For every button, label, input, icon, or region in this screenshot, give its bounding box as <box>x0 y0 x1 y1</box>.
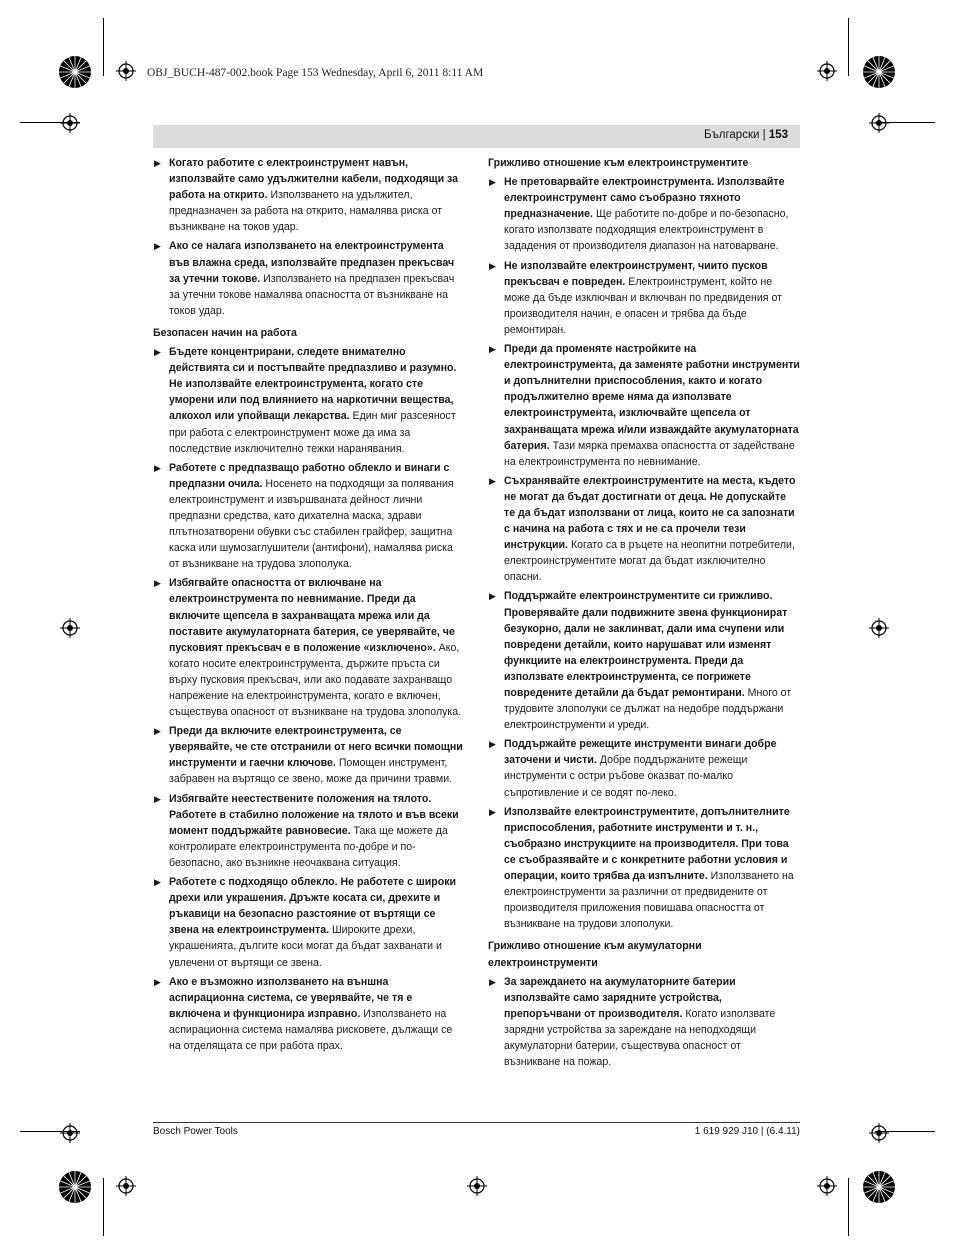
crop-mark <box>848 1178 849 1236</box>
registration-mark-icon <box>60 1123 80 1143</box>
safety-item <box>488 588 800 733</box>
safety-item-bold: Преди да променяте настройките на електроинструмента, да заменяте работни инструменти и допълнителни приспособления, както и когато продължително време няма да използвате електроинструмента, изключвайте щепсела от захранващата мрежа и/или изваждайте акумулаторната батерия. <box>504 343 800 452</box>
crop-mark <box>103 1178 104 1236</box>
bullet-arrow-icon: ▶ <box>489 177 496 188</box>
star-target-icon <box>862 55 896 89</box>
safety-item-text: Използването на аспирационна система намалява рисковете, дължащи се на отделящата се при работа прах. <box>169 1007 453 1052</box>
safety-item-text: Така ще можете да контролирате електроинструмента по-добре и по-безопасно, ако възникне неочаквана ситуация. <box>169 824 448 869</box>
safety-item-bold: Ако се налага използването на електроинструмента във влажна среда, използвайте предпазен прекъсвач за утечни токове. <box>169 240 455 285</box>
registration-mark-icon <box>60 618 80 638</box>
safety-item-text: Използването на удължител, предназначен за работа на открито, намалява риска от възникване на токов удар. <box>169 189 443 234</box>
safety-item-text: Ще работите по-добре и по-безопасно, когато използвате подходящия електроинструмент в зададения от производителя диапазон на натоварване. <box>504 208 789 253</box>
safety-item-text: Широките дрехи, украшенията, дългите коси могат да бъдат захванати и увлечени от въртящи се звена. <box>169 924 442 969</box>
registration-mark-icon <box>869 1123 889 1143</box>
bullet-arrow-icon: ▶ <box>489 475 496 486</box>
bullet-arrow-icon: ▶ <box>154 578 161 589</box>
bullet-arrow-icon: ▶ <box>154 877 161 888</box>
safety-item <box>153 874 465 971</box>
safety-item-bold: Избягвайте опасността от включване на електроинструмента по невнимание. Преди да включите щепсела в захранващата мрежа или да поставите акумулаторната батерия, се уверявайте, че пусковият прекъсвач е в положение «изключено». <box>169 577 455 654</box>
registration-mark-icon <box>817 1176 837 1196</box>
safety-item-bold: Поддържайте електроинструментите си грижливо. Проверявайте дали подвижните звена функционират безукорно, дали не заклинват, дали има счупени или повредени детайли, които нарушават или изменят функциите на електроинструмента. Преди да използвате електроинструмента, се погрижете повредените детайли да бъдат ремонтирани. <box>504 590 788 699</box>
safety-item-bold: Поддържайте режещите инструменти винаги добре заточени и чисти. <box>504 738 777 767</box>
crop-mark <box>848 18 849 76</box>
safety-item <box>153 791 465 871</box>
left-column <box>153 155 465 1057</box>
safety-item-bold: Ако е възможно използването на външна аспирационна система, се уверявайте, че тя е включена и функционира изправно. <box>169 975 413 1020</box>
crop-mark <box>103 18 104 76</box>
safety-item-bold: Не претоварвайте електроинструмента. Използвайте електроинструмент само съобразно тяхното предназначение. <box>504 176 785 221</box>
footer-rule <box>153 1122 800 1123</box>
bullet-arrow-icon: ▶ <box>154 726 161 737</box>
bullet-arrow-icon: ▶ <box>489 260 496 271</box>
safety-item <box>488 473 800 586</box>
page-header <box>153 125 800 148</box>
footer-brand: Bosch Power Tools <box>153 1126 238 1137</box>
registration-mark-icon <box>116 1176 136 1196</box>
bullet-arrow-icon: ▶ <box>489 344 496 355</box>
safety-item <box>153 974 465 1054</box>
star-target-icon <box>58 55 92 89</box>
safety-item <box>488 174 800 254</box>
bullet-arrow-icon: ▶ <box>154 241 161 252</box>
safety-item-text: Използването на предпазен прекъсвач за утечни токове намалява опасността от възникване на токов удар. <box>169 272 455 317</box>
safety-item <box>153 723 465 787</box>
safety-item <box>488 804 800 933</box>
bullet-arrow-icon: ▶ <box>489 591 496 602</box>
safety-item-text: Много от трудовите злополуки се дължат на недобре поддържани електроинструменти и уреди. <box>504 687 792 732</box>
header-language: Български <box>704 129 760 141</box>
page-number: 153 <box>768 129 788 141</box>
section-heading: Грижливо отношение към акумулаторни електроинструменти <box>488 940 702 969</box>
footer-doc-code: 1 619 929 J10 | (6.4.11) <box>694 1126 800 1137</box>
right-items-2 <box>488 974 800 1071</box>
bullet-arrow-icon: ▶ <box>489 806 496 817</box>
registration-mark-icon <box>467 1176 487 1196</box>
bullet-arrow-icon: ▶ <box>154 158 161 168</box>
registration-mark-icon <box>817 61 837 81</box>
bullet-arrow-icon: ▶ <box>154 976 161 987</box>
right-column <box>488 155 800 1073</box>
safety-item-text: Един миг разсеяност при работа с електроинструмент може да има за последствие изключително тежки наранявания. <box>169 410 456 455</box>
safety-item-text: Ако, когато носите електроинструмента, държите пръста си върху пусковия прекъсвач, или ако подавате захранващо напрежение на електроинструмента, когато е включен, съществува опасност от възникване на трудова злополука. <box>169 641 462 719</box>
print-info: OBJ_BUCH-487-002.book Page 153 Wednesday, April 6, 2011 8:11 AM <box>147 67 484 79</box>
safety-item <box>153 238 465 318</box>
safety-item-bold: За зареждането на акумулаторните батерии използвайте само зарядните устройства, препоръчвани от производителя. <box>504 975 736 1020</box>
safety-item-bold: Преди да включите електроинструмента, се уверявайте, че сте отстранили от него всички помощни инструменти и гаечни ключове. <box>169 725 463 770</box>
safety-item-text: Добре поддържаните режещи инструменти с остри ръбове оказват по-малко съпротивление и се водят по-леко. <box>504 754 748 799</box>
registration-mark-icon <box>60 113 80 133</box>
safety-item <box>488 341 800 470</box>
registration-mark-icon <box>869 618 889 638</box>
safety-item-bold: Използвайте електроинструментите, допълнителните приспособления, работните инструменти и т. н., съобразно инструкциите на производителя. При това се съобразявайте и с конкретните работни условия и операции, които трябва да изпълните. <box>504 805 790 883</box>
safety-item <box>488 258 800 338</box>
header-separator: | <box>762 129 766 141</box>
safety-item-bold: Работете с предпазващо работно облекло и винаги с предпазни очила. <box>169 461 450 490</box>
star-target-icon <box>58 1170 92 1204</box>
safety-item-text: Използването на електроинструменти за различни от предвидените от производителя приложения повишава опасността от възникване на трудови злополуки. <box>504 870 794 931</box>
registration-mark-icon <box>869 113 889 133</box>
safety-item-text: Носенето на подходящи за полявания електроинструмент и извършваната дейност лични предпазни средства, като дихателна маска, здрави плътнозатворени обувки със стабилен грайфер, защитна каска или шумозаглушители (антифони), намалява риска от възникване на трудова злополука. <box>169 477 454 571</box>
safety-item-bold: Бъдете концентрирани, следете внимателно действията си и постъпвайте предпазливо и разумно. Не използвайте електроинструмента, когато сте уморени или под влиянието на наркотични вещества, алкохол или упойващи лекарства. <box>169 346 457 423</box>
safety-item <box>153 460 465 573</box>
safety-item <box>153 575 465 720</box>
bullet-arrow-icon: ▶ <box>154 793 161 804</box>
safety-item-bold: Работете с подходящо облекло. Не работете с широки дрехи или украшения. Дръжте косата си, дрехите и ръкавици на безопасно разстояние от въртящи се звена на електроинструмента. <box>169 876 457 937</box>
bullet-arrow-icon: ▶ <box>489 739 496 750</box>
safety-item-bold: Избягвайте неестествените положения на тялото. Работете в стабилно положение на тялото и във всеки момент поддържайте равновесие. <box>169 792 459 837</box>
safety-item-text: Тази мярка премахва опасността от задействане на електроинструмента по невнимание. <box>504 439 795 468</box>
safety-item <box>153 344 465 457</box>
left-items <box>153 344 465 1054</box>
registration-mark-icon <box>116 61 136 81</box>
safety-item-bold: Съхранявайте електроинструментите на места, където не могат да бъдат достигнати от деца. Не допускайте те да бъдат използвани от лица, които не са запознати с начина на работа с тях и не са прочели тези инструкции. <box>504 474 796 552</box>
right-items-1 <box>488 174 800 932</box>
safety-item <box>488 736 800 800</box>
section-heading: Безопасен начин на работа <box>153 326 297 339</box>
safety-item-text: Когато използвате зарядни устройства за зареждане на неподходящи акумулаторни батерии, съществува опасност от възникване на пожар. <box>504 1007 776 1069</box>
bullet-arrow-icon: ▶ <box>154 462 161 473</box>
left-items-top <box>153 155 465 319</box>
safety-item-bold: Когато работите с електроинструмент навън, използвайте само удължителни кабели, подходящи за работа на открито. <box>169 157 459 202</box>
safety-item-text: Електроинструмент, който не може да бъде изключван и включван по предвидения от производителя начин, е опасен и трябва да бъде ремонтиран. <box>504 275 782 336</box>
safety-item-text: Когато са в ръцете на неопитни потребители, електроинструментите могат да бъдат изключително опасни. <box>504 539 795 584</box>
safety-item <box>488 974 800 1071</box>
section-heading: Грижливо отношение към електроинструментите <box>488 157 749 169</box>
bullet-arrow-icon: ▶ <box>489 976 496 987</box>
safety-item <box>153 155 465 235</box>
header-text <box>704 129 788 141</box>
bullet-arrow-icon: ▶ <box>154 347 161 358</box>
star-target-icon <box>862 1170 896 1204</box>
safety-item-text: Помощен инструмент, забравен на въртящо се звено, може да причини травми. <box>169 757 453 786</box>
safety-item-bold: Не използвайте електроинструмент, чиито пусков прекъсвач е повреден. <box>504 259 768 288</box>
